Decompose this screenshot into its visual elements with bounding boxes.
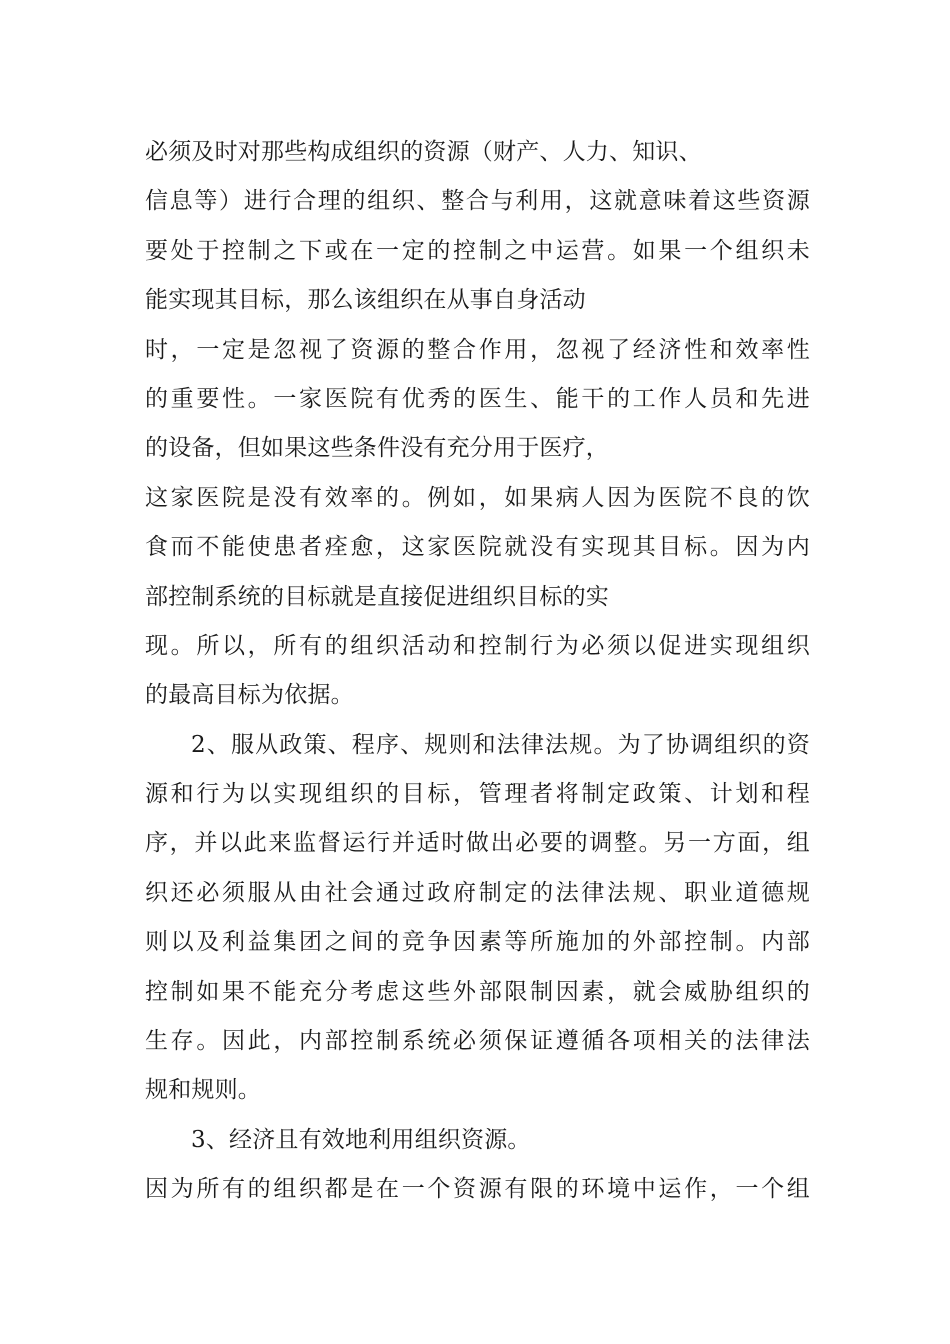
text-line-17: 则以及利益集团之间的竞争因素等所施加的外部控制。内部	[145, 929, 810, 956]
text-line-10: 部控制系统的目标就是直接促进组织目标的实	[145, 583, 609, 610]
text-line-1: 必须及时对那些构成组织的资源（财产、人力、知识、	[145, 139, 702, 165]
text-line-22: 因为所有的组织都是在一个资源有限的环境中运作，一个组	[145, 1176, 810, 1203]
text-line-16: 织还必须服从由社会通过政府制定的法律法规、职业道德规	[145, 879, 810, 906]
text-line-8: 这家医院是没有效率的。例如，如果病人因为医院不良的饮	[145, 484, 810, 511]
text-line-18: 控制如果不能充分考虑这些外部限制因素，就会威胁组织的	[145, 978, 810, 1005]
text-line-7: 的设备，但如果这些条件没有充分用于医疗，	[145, 435, 609, 462]
document-body	[145, 128, 810, 1215]
text-line-12: 的最高目标为依据。	[145, 682, 354, 709]
text-line-13: 2、服从政策、程序、规则和法律法规。为了协调组织的资	[191, 731, 810, 758]
text-line-4: 能实现其目标，那么该组织在从事自身活动	[145, 287, 586, 314]
text-line-14: 源和行为以实现组织的目标，管理者将制定政策、计划和程	[145, 781, 810, 808]
text-line-20: 规和规则。	[145, 1077, 261, 1104]
text-line-15: 序，并以此来监督运行并适时做出必要的调整。另一方面，组	[145, 830, 810, 857]
text-line-6: 的重要性。一家医院有优秀的医生、能干的工作人员和先进	[145, 385, 810, 412]
text-line-2: 信息等）进行合理的组织、整合与利用，这就意味着这些资源	[145, 188, 810, 215]
text-line-11: 现。所以，所有的组织活动和控制行为必须以促进实现组织	[145, 632, 810, 659]
text-line-19: 生存。因此，内部控制系统必须保证遵循各项相关的法律法	[145, 1028, 810, 1055]
text-line-3: 要处于控制之下或在一定的控制之中运营。如果一个组织未	[145, 237, 810, 264]
text-line-5: 时，一定是忽视了资源的整合作用，忽视了经济性和效率性	[145, 336, 810, 363]
text-line-9: 食而不能使患者痊愈，这家医院就没有实现其目标。因为内	[145, 534, 810, 561]
text-line-21: 3、经济且有效地利用组织资源。	[191, 1126, 531, 1153]
